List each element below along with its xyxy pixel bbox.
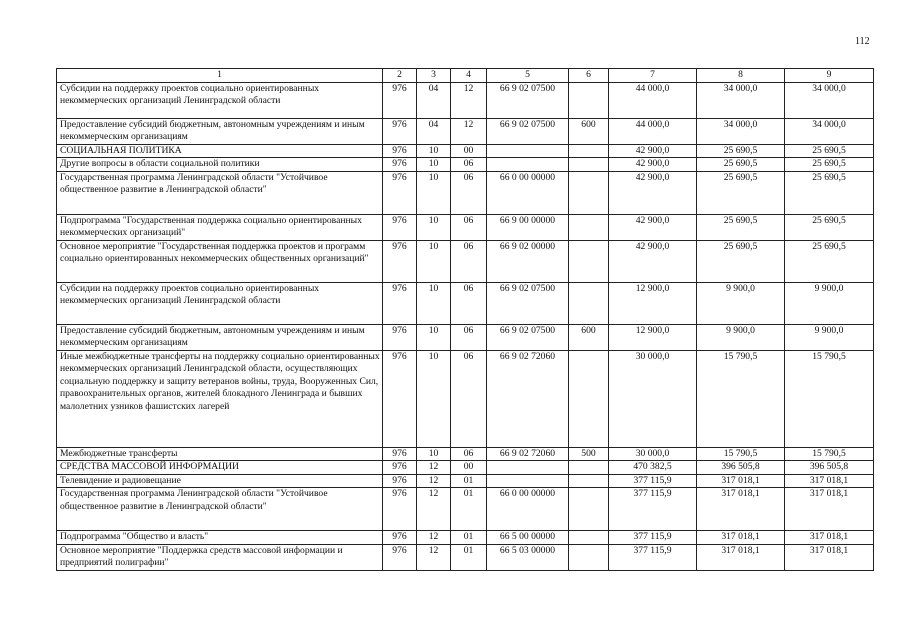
row-cell-col-4: 06 <box>451 158 487 171</box>
table-row <box>57 531 874 544</box>
row-cell-col-7: 44 000,0 <box>609 119 697 145</box>
row-name-cell: СРЕДСТВА МАССОВОЙ ИНФОРМАЦИИ <box>57 461 383 474</box>
row-cell-col-4: 00 <box>451 145 487 158</box>
row-cell-col-9: 25 690,5 <box>785 240 874 282</box>
row-cell-col-8: 25 690,5 <box>697 158 785 171</box>
row-cell-col-3: 04 <box>417 83 451 119</box>
row-cell-col-9: 15 790,5 <box>785 447 874 460</box>
row-cell-col-6 <box>569 158 609 171</box>
row-cell-col-8: 25 690,5 <box>697 171 785 214</box>
row-cell-col-4: 06 <box>451 171 487 214</box>
row-name-cell: Телевидение и радиовещание <box>57 474 383 487</box>
row-cell-col-9: 9 900,0 <box>785 282 874 324</box>
column-header-row <box>57 69 874 83</box>
row-cell-col-5: 66 5 03 00000 <box>487 544 569 570</box>
row-cell-col-7: 42 900,0 <box>609 145 697 158</box>
row-cell-col-4: 01 <box>451 531 487 544</box>
table-body <box>57 69 874 571</box>
row-cell-col-8: 34 000,0 <box>697 83 785 119</box>
row-cell-col-8: 34 000,0 <box>697 119 785 145</box>
row-cell-col-6 <box>569 531 609 544</box>
row-cell-col-7: 377 115,9 <box>609 488 697 531</box>
row-cell-col-6 <box>569 83 609 119</box>
row-cell-col-8: 15 790,5 <box>697 447 785 460</box>
row-cell-col-8: 25 690,5 <box>697 240 785 282</box>
row-cell-col-9: 317 018,1 <box>785 531 874 544</box>
row-cell-col-8: 9 900,0 <box>697 282 785 324</box>
row-cell-col-3: 10 <box>417 324 451 350</box>
row-cell-col-8: 317 018,1 <box>697 531 785 544</box>
row-cell-col-4: 06 <box>451 447 487 460</box>
row-name-cell: Иные межбюджетные трансферты на поддержку социально ориентированных некоммерческих организаций Ленинградской области, осуществляющих социальную поддержку и защиту ветеранов войны, труда, Вооруженных Сил, правоохранительных органов, жителей блокадного Ленинграда и бывших малолетних узников фашистских лагерей <box>57 350 383 447</box>
row-cell-col-6 <box>569 214 609 240</box>
col-header-3: 3 <box>417 69 451 83</box>
row-cell-col-8: 15 790,5 <box>697 350 785 447</box>
row-cell-col-6: 600 <box>569 119 609 145</box>
row-cell-col-8: 396 505,8 <box>697 461 785 474</box>
table-row <box>57 350 874 447</box>
row-cell-col-7: 30 000,0 <box>609 350 697 447</box>
row-cell-col-5 <box>487 145 569 158</box>
row-cell-col-7: 42 900,0 <box>609 214 697 240</box>
row-cell-col-6 <box>569 240 609 282</box>
row-cell-col-5: 66 9 02 07500 <box>487 282 569 324</box>
row-cell-col-9: 317 018,1 <box>785 474 874 487</box>
col-header-7: 7 <box>609 69 697 83</box>
table-row <box>57 145 874 158</box>
row-cell-col-3: 12 <box>417 461 451 474</box>
col-header-9: 9 <box>785 69 874 83</box>
row-cell-col-4: 12 <box>451 119 487 145</box>
row-cell-col-6: 500 <box>569 447 609 460</box>
row-name-cell: Субсидии на поддержку проектов социально ориентированных некоммерческих организаций Ленинградской области <box>57 282 383 324</box>
row-cell-col-2: 976 <box>383 145 417 158</box>
row-cell-col-2: 976 <box>383 83 417 119</box>
row-cell-col-9: 25 690,5 <box>785 158 874 171</box>
col-header-1: 1 <box>57 69 383 83</box>
col-header-2: 2 <box>383 69 417 83</box>
row-cell-col-2: 976 <box>383 544 417 570</box>
col-header-6: 6 <box>569 69 609 83</box>
row-cell-col-7: 470 382,5 <box>609 461 697 474</box>
row-cell-col-9: 396 505,8 <box>785 461 874 474</box>
row-cell-col-9: 317 018,1 <box>785 488 874 531</box>
row-cell-col-2: 976 <box>383 214 417 240</box>
row-cell-col-7: 12 900,0 <box>609 282 697 324</box>
row-cell-col-5: 66 9 02 07500 <box>487 83 569 119</box>
col-header-5: 5 <box>487 69 569 83</box>
row-cell-col-3: 12 <box>417 488 451 531</box>
row-name-cell: Подпрограмма "Государственная поддержка социально ориентированных некоммерческих организаций" <box>57 214 383 240</box>
row-cell-col-5: 66 9 02 07500 <box>487 324 569 350</box>
row-cell-col-5: 66 9 02 72060 <box>487 447 569 460</box>
row-name-cell: Основное мероприятие "Государственная поддержка проектов и программ социально ориентированных некоммерческих общественных организаций" <box>57 240 383 282</box>
col-header-8: 8 <box>697 69 785 83</box>
row-cell-col-8: 317 018,1 <box>697 544 785 570</box>
table-row <box>57 474 874 487</box>
row-cell-col-6 <box>569 171 609 214</box>
row-cell-col-4: 01 <box>451 544 487 570</box>
row-name-cell: Государственная программа Ленинградской области "Устойчивое общественное развитие в Ленинградской области" <box>57 171 383 214</box>
row-cell-col-8: 317 018,1 <box>697 474 785 487</box>
row-cell-col-5: 66 9 02 72060 <box>487 350 569 447</box>
row-cell-col-6 <box>569 488 609 531</box>
row-cell-col-4: 00 <box>451 461 487 474</box>
row-cell-col-4: 06 <box>451 282 487 324</box>
row-cell-col-3: 12 <box>417 474 451 487</box>
row-cell-col-7: 42 900,0 <box>609 240 697 282</box>
row-cell-col-5 <box>487 461 569 474</box>
row-cell-col-8: 25 690,5 <box>697 145 785 158</box>
row-cell-col-2: 976 <box>383 350 417 447</box>
row-cell-col-9: 25 690,5 <box>785 171 874 214</box>
table-row <box>57 83 874 119</box>
row-cell-col-2: 976 <box>383 461 417 474</box>
row-name-cell: СОЦИАЛЬНАЯ ПОЛИТИКА <box>57 145 383 158</box>
row-cell-col-3: 10 <box>417 145 451 158</box>
row-cell-col-3: 12 <box>417 544 451 570</box>
table-row <box>57 488 874 531</box>
row-name-cell: Предоставление субсидий бюджетным, автономным учреждениям и иным некоммерческим организациям <box>57 119 383 145</box>
row-cell-col-7: 12 900,0 <box>609 324 697 350</box>
row-cell-col-3: 10 <box>417 214 451 240</box>
row-cell-col-3: 10 <box>417 171 451 214</box>
row-cell-col-5: 66 5 00 00000 <box>487 531 569 544</box>
table-row <box>57 447 874 460</box>
row-cell-col-8: 25 690,5 <box>697 214 785 240</box>
row-cell-col-5 <box>487 474 569 487</box>
row-cell-col-2: 976 <box>383 324 417 350</box>
row-cell-col-5: 66 9 02 00000 <box>487 240 569 282</box>
table-row <box>57 324 874 350</box>
row-cell-col-7: 44 000,0 <box>609 83 697 119</box>
row-cell-col-7: 377 115,9 <box>609 544 697 570</box>
row-name-cell: Межбюджетные трансферты <box>57 447 383 460</box>
row-cell-col-6 <box>569 461 609 474</box>
row-cell-col-2: 976 <box>383 447 417 460</box>
table-row <box>57 214 874 240</box>
budget-table <box>56 68 874 571</box>
row-cell-col-6: 600 <box>569 324 609 350</box>
row-cell-col-7: 377 115,9 <box>609 474 697 487</box>
row-cell-col-2: 976 <box>383 531 417 544</box>
row-cell-col-7: 377 115,9 <box>609 531 697 544</box>
row-cell-col-9: 34 000,0 <box>785 83 874 119</box>
row-cell-col-2: 976 <box>383 158 417 171</box>
row-cell-col-4: 06 <box>451 324 487 350</box>
row-name-cell: Основное мероприятие "Поддержка средств массовой информации и предприятий полиграфии" <box>57 544 383 570</box>
table-row <box>57 282 874 324</box>
row-cell-col-6 <box>569 350 609 447</box>
table-row <box>57 544 874 570</box>
row-cell-col-2: 976 <box>383 171 417 214</box>
row-cell-col-4: 06 <box>451 214 487 240</box>
page-number: 112 <box>855 36 870 47</box>
row-cell-col-4: 01 <box>451 474 487 487</box>
row-cell-col-7: 42 900,0 <box>609 171 697 214</box>
col-header-4: 4 <box>451 69 487 83</box>
row-cell-col-2: 976 <box>383 488 417 531</box>
row-name-cell: Предоставление субсидий бюджетным, автономным учреждениям и иным некоммерческим организациям <box>57 324 383 350</box>
row-cell-col-8: 9 900,0 <box>697 324 785 350</box>
row-cell-col-4: 12 <box>451 83 487 119</box>
row-cell-col-7: 42 900,0 <box>609 158 697 171</box>
row-cell-col-4: 06 <box>451 240 487 282</box>
row-cell-col-3: 10 <box>417 447 451 460</box>
row-cell-col-4: 01 <box>451 488 487 531</box>
row-name-cell: Субсидии на поддержку проектов социально ориентированных некоммерческих организаций Ленинградской области <box>57 83 383 119</box>
table-row <box>57 461 874 474</box>
row-cell-col-9: 25 690,5 <box>785 214 874 240</box>
row-cell-col-9: 25 690,5 <box>785 145 874 158</box>
table-row <box>57 158 874 171</box>
row-cell-col-3: 10 <box>417 282 451 324</box>
table-row <box>57 171 874 214</box>
row-cell-col-5: 66 0 00 00000 <box>487 171 569 214</box>
table-row <box>57 119 874 145</box>
row-cell-col-5: 66 9 02 07500 <box>487 119 569 145</box>
row-cell-col-5 <box>487 158 569 171</box>
row-cell-col-3: 10 <box>417 350 451 447</box>
row-name-cell: Подпрограмма "Общество и власть" <box>57 531 383 544</box>
row-cell-col-3: 12 <box>417 531 451 544</box>
row-name-cell: Другие вопросы в области социальной политики <box>57 158 383 171</box>
row-cell-col-9: 9 900,0 <box>785 324 874 350</box>
row-cell-col-2: 976 <box>383 119 417 145</box>
row-cell-col-6 <box>569 282 609 324</box>
row-cell-col-2: 976 <box>383 474 417 487</box>
row-cell-col-5: 66 0 00 00000 <box>487 488 569 531</box>
row-cell-col-4: 06 <box>451 350 487 447</box>
table-row <box>57 240 874 282</box>
row-cell-col-3: 04 <box>417 119 451 145</box>
row-cell-col-3: 10 <box>417 240 451 282</box>
row-cell-col-9: 34 000,0 <box>785 119 874 145</box>
row-cell-col-6 <box>569 145 609 158</box>
row-name-cell: Государственная программа Ленинградской области "Устойчивое общественное развитие в Ленинградской области" <box>57 488 383 531</box>
row-cell-col-3: 10 <box>417 158 451 171</box>
row-cell-col-6 <box>569 474 609 487</box>
row-cell-col-5: 66 9 00 00000 <box>487 214 569 240</box>
row-cell-col-7: 30 000,0 <box>609 447 697 460</box>
row-cell-col-9: 317 018,1 <box>785 544 874 570</box>
row-cell-col-8: 317 018,1 <box>697 488 785 531</box>
row-cell-col-2: 976 <box>383 240 417 282</box>
row-cell-col-2: 976 <box>383 282 417 324</box>
row-cell-col-9: 15 790,5 <box>785 350 874 447</box>
row-cell-col-6 <box>569 544 609 570</box>
